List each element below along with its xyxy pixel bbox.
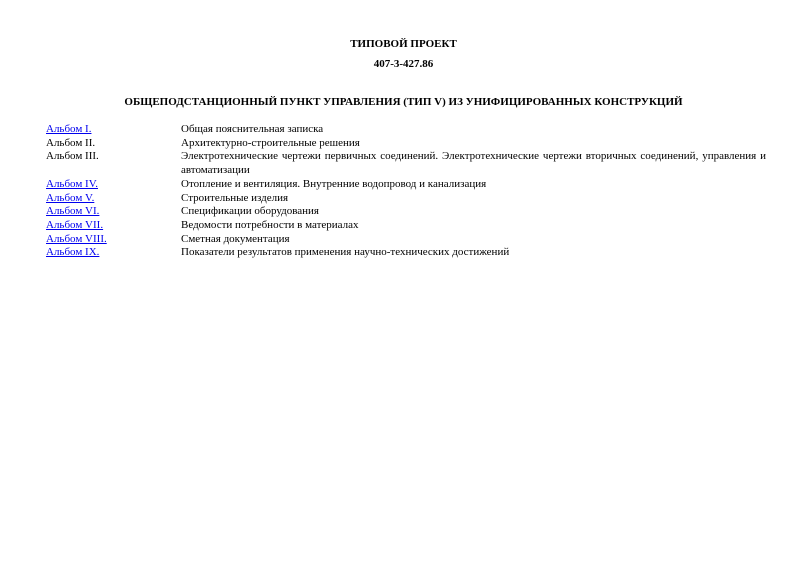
album-row bbox=[46, 123, 766, 137]
album-description: Отопление и вентиляция. Внутренние водопровод и канализация bbox=[181, 177, 487, 190]
album-link[interactable]: Альбом IV. bbox=[46, 177, 98, 190]
album-description: Сметная документация bbox=[181, 232, 290, 245]
album-name-cell bbox=[46, 246, 181, 260]
album-label: Альбом III. bbox=[46, 150, 99, 163]
album-name-cell bbox=[46, 123, 181, 137]
album-description: Электротехнические чертежи первичных соединений. Электротехнические чертежи вторичных соединений, управления и автоматизации bbox=[181, 150, 766, 177]
album-name-cell bbox=[46, 137, 181, 151]
album-link[interactable]: Альбом VI. bbox=[46, 205, 100, 218]
album-name-cell bbox=[46, 178, 181, 192]
album-row bbox=[46, 137, 766, 151]
project-title: ОБЩЕПОДСТАНЦИОННЫЙ ПУНКТ УПРАВЛЕНИЯ (ТИП V) ИЗ УНИФИЦИРОВАННЫХ КОНСТРУКЦИЙ bbox=[124, 96, 683, 108]
album-link[interactable]: Альбом I. bbox=[46, 123, 92, 135]
album-row bbox=[46, 205, 766, 219]
album-description: Строительные изделия bbox=[181, 191, 289, 204]
album-name-cell bbox=[46, 233, 181, 247]
album-row bbox=[46, 150, 766, 177]
album-name-cell bbox=[46, 205, 181, 219]
album-name-cell bbox=[46, 150, 181, 177]
album-link[interactable]: Альбом VIII. bbox=[46, 232, 107, 245]
album-list bbox=[46, 123, 766, 260]
album-description: Общая пояснительная записка bbox=[181, 123, 324, 135]
album-row bbox=[46, 192, 766, 206]
project-number: 407-3-427.86 bbox=[373, 58, 434, 70]
album-link[interactable]: Альбом V. bbox=[46, 191, 95, 204]
album-name-cell bbox=[46, 192, 181, 206]
album-link[interactable]: Альбом VII. bbox=[46, 218, 104, 231]
album-description: Архитектурно-строительные решения bbox=[181, 136, 360, 149]
album-label: Альбом II. bbox=[46, 136, 96, 149]
doc-type-heading: ТИПОВОЙ ПРОЕКТ bbox=[350, 38, 457, 50]
album-row bbox=[46, 178, 766, 192]
album-link[interactable]: Альбом IX. bbox=[46, 246, 100, 259]
album-row bbox=[46, 246, 766, 260]
album-description: Спецификации оборудования bbox=[181, 205, 319, 218]
album-description: Показатели результатов применения научно-технических достижений bbox=[181, 246, 510, 259]
album-row bbox=[46, 219, 766, 233]
album-name-cell bbox=[46, 219, 181, 233]
album-row bbox=[46, 233, 766, 247]
album-description: Ведомости потребности в материалах bbox=[181, 218, 359, 231]
